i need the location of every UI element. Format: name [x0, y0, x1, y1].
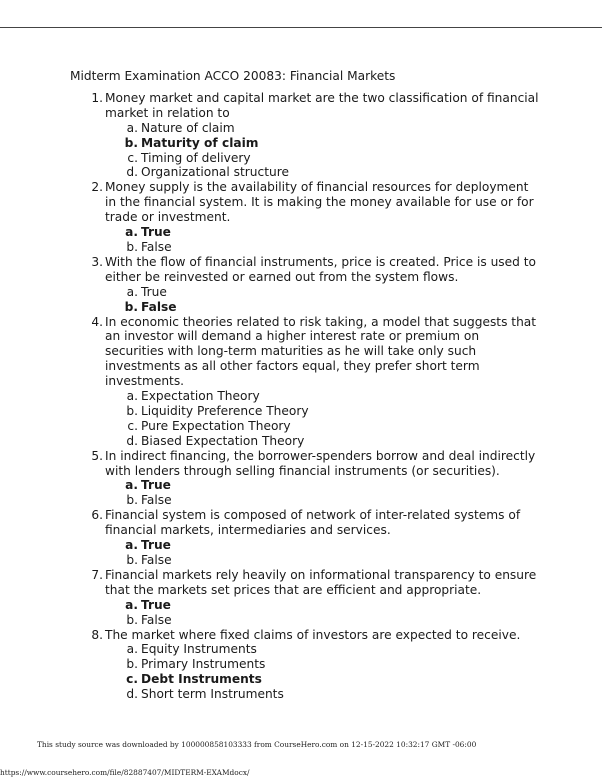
question-text: Money market and capital market are the two classification of financial market in relation to	[105, 90, 539, 120]
option-list	[105, 538, 540, 568]
option-letter: a .	[123, 121, 138, 136]
option-text: Short term Instruments	[141, 687, 284, 702]
option-letter: b .	[123, 136, 138, 151]
option-letter: c .	[123, 151, 138, 166]
question-number: 5 .	[87, 449, 103, 464]
question-text: Financial markets rely heavily on informational transparency to ensure that the markets set prices that are efficient and appropriate.	[105, 567, 537, 597]
question-list	[70, 91, 540, 702]
option-item	[105, 493, 540, 508]
option-letter: b .	[123, 553, 138, 568]
option-list	[105, 598, 540, 628]
option-item	[105, 687, 540, 702]
option-text: Timing of delivery	[141, 150, 251, 165]
option-text: True	[141, 225, 171, 240]
option-letter: b .	[123, 493, 138, 508]
option-text: Debt Instruments	[141, 672, 262, 687]
option-item	[105, 419, 540, 434]
question-item	[70, 568, 540, 628]
option-item	[105, 240, 540, 255]
answer-option	[105, 300, 540, 315]
question-item	[70, 315, 540, 449]
option-text: False	[141, 239, 172, 254]
option-letter: a .	[123, 538, 138, 553]
option-text: Nature of claim	[141, 120, 235, 135]
question-number: 6 .	[87, 508, 103, 523]
option-letter: a .	[123, 225, 138, 240]
option-item	[105, 642, 540, 657]
question-number: 8 .	[87, 628, 103, 643]
option-item	[105, 121, 540, 136]
option-text: False	[141, 553, 172, 567]
option-text: Liquidity Preference Theory	[141, 403, 309, 418]
question-number: 3 .	[87, 255, 103, 270]
option-text: Pure Expectation Theory	[141, 418, 291, 433]
option-letter: d .	[123, 434, 138, 449]
question-item	[70, 91, 540, 180]
answer-option	[105, 598, 540, 613]
option-letter: a .	[123, 285, 138, 300]
option-text: True	[141, 284, 167, 299]
option-letter: b .	[123, 240, 138, 255]
option-text: Equity Instruments	[141, 642, 257, 657]
option-item	[105, 285, 540, 300]
option-item	[105, 657, 540, 672]
download-source-notice: This study source was downloaded by 100000858103333 from CourseHero.com on 12-15-2022 10:32:17 GMT -06:00	[37, 740, 477, 749]
option-item	[105, 389, 540, 404]
question-text: Financial system is composed of network of inter-related systems of financial markets, intermediaries and services.	[105, 508, 521, 538]
option-letter: a .	[123, 642, 138, 657]
question-item	[70, 508, 540, 568]
option-letter: b .	[123, 613, 138, 628]
answer-option	[105, 538, 540, 553]
option-list	[105, 478, 540, 508]
answer-option	[105, 136, 540, 151]
question-text: With the flow of financial instruments, price is created. Price is used to either be reinvested or earned out from the system flows.	[105, 254, 536, 284]
question-text: In economic theories related to risk taking, a model that suggests that an investor will demand a higher interest rate or premium on securities with long-term maturities as he will take only such investments as all other factors equal, they prefer short term investments.	[105, 314, 537, 389]
question-item	[70, 449, 540, 509]
option-letter: a .	[123, 389, 138, 404]
option-text: Maturity of claim	[141, 135, 259, 150]
question-number: 7 .	[87, 568, 103, 583]
document-body	[70, 69, 540, 702]
option-list	[105, 285, 540, 315]
question-number: 1 .	[87, 91, 103, 106]
option-item	[105, 165, 540, 180]
option-text: False	[141, 612, 172, 627]
option-text: True	[141, 538, 171, 553]
option-text: False	[141, 493, 172, 508]
option-item	[105, 553, 540, 568]
question-item	[70, 180, 540, 255]
answer-option	[105, 478, 540, 493]
option-item	[105, 613, 540, 628]
option-letter: d .	[123, 165, 138, 180]
option-list	[105, 642, 540, 702]
question-text: The market where fixed claims of investors are expected to receive.	[105, 627, 521, 642]
top-rule	[0, 27, 602, 28]
option-text: True	[141, 597, 171, 612]
option-letter: a .	[123, 478, 138, 493]
option-item	[105, 434, 540, 449]
question-item	[70, 628, 540, 703]
question-text: In indirect financing, the borrower-spenders borrow and deal indirectly with lenders through selling financial instruments (or securities).	[105, 448, 536, 478]
option-text: Primary Instruments	[141, 657, 266, 672]
option-item	[105, 404, 540, 419]
option-text: True	[141, 478, 171, 493]
question-number: 4 .	[87, 315, 103, 330]
option-text: Expectation Theory	[141, 389, 260, 404]
option-letter: c .	[123, 419, 138, 434]
option-letter: c .	[123, 672, 138, 687]
answer-option	[105, 225, 540, 240]
question-number: 2 .	[87, 180, 103, 195]
option-letter: b .	[123, 300, 138, 315]
answer-option	[105, 672, 540, 687]
option-letter: d .	[123, 687, 138, 702]
option-text: Biased Expectation Theory	[141, 433, 305, 448]
source-url[interactable]: https://www.coursehero.com/file/82887407/MIDTERM-EXAMdocx/	[0, 768, 250, 777]
question-text: Money supply is the availability of financial resources for deployment in the financial system. It is making the money available for use or for trade or investment.	[105, 180, 534, 225]
option-letter: b .	[123, 657, 138, 672]
option-letter: a .	[123, 598, 138, 613]
option-list	[105, 225, 540, 255]
option-text: False	[141, 299, 177, 314]
option-text: Organizational structure	[141, 165, 289, 180]
option-list	[105, 121, 540, 181]
option-letter: b .	[123, 404, 138, 419]
question-item	[70, 255, 540, 315]
document-title: Midterm Examination ACCO 20083: Financial Markets	[70, 69, 396, 83]
option-list	[105, 389, 540, 449]
option-item	[105, 151, 540, 166]
